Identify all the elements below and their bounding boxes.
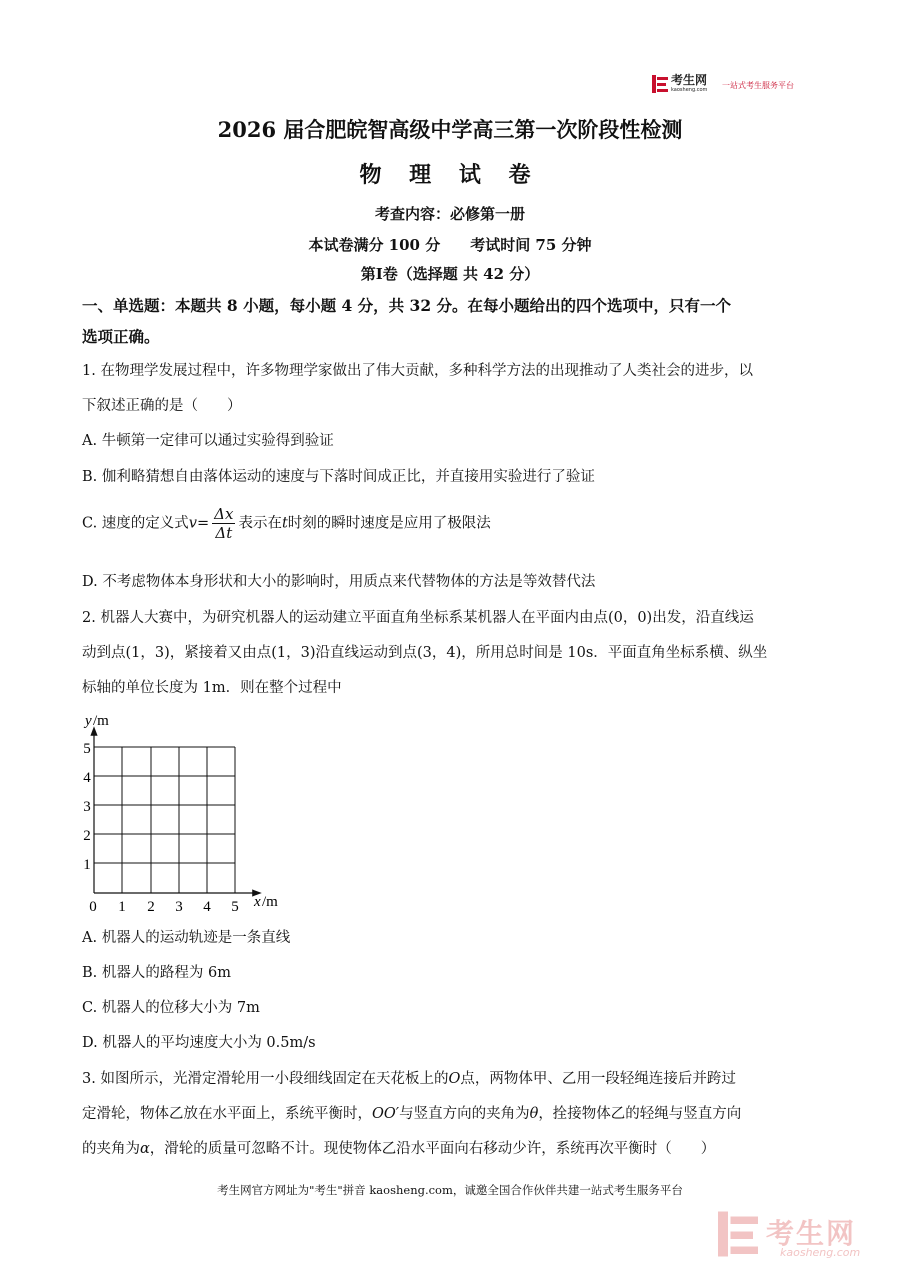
time-symbol: t	[281, 515, 288, 532]
oo-prime-symbol: OO′	[372, 1106, 400, 1122]
q3-line1-a: 3. 如图所示，光滑定滑轮用一小段细线固定在天花板上的	[82, 1071, 449, 1087]
x-tick-4: 4	[203, 899, 211, 915]
fraction-denominator: Δt	[215, 524, 233, 542]
q1-option-c	[82, 505, 822, 542]
y-tick-4: 4	[83, 770, 91, 786]
q3-line3-b: ，滑轮的质量可忽略不计。现使物体乙沿水平面向右移动少许，系统再次平衡时（ ）	[149, 1141, 716, 1157]
section-heading-line2: 选项正确。	[82, 327, 160, 346]
equals-sign: =	[197, 515, 210, 532]
q3-stem-line1	[82, 1067, 822, 1088]
x-tick-labels	[89, 899, 239, 915]
q2-stem-line2: 动到点(1，3)，紧接着又由点(1，3)沿直线运动到点(3，4)，所用总时间是 10s．平面直角坐标系横、纵坐	[82, 645, 768, 661]
watermark-logo-icon	[718, 1210, 758, 1258]
x-tick-5: 5	[231, 899, 239, 915]
header-logo[interactable]	[652, 74, 822, 96]
q3-line2-a: 定滑轮，物体乙放在水平面上，系统平衡时，	[82, 1106, 372, 1122]
exam-title: 2026 届合肥皖智高级中学高三第一次阶段性检测	[217, 117, 683, 142]
watermark	[718, 1210, 888, 1260]
point-o-symbol: O	[448, 1071, 461, 1087]
q3-stem-line3	[82, 1137, 822, 1158]
theta-symbol: θ	[529, 1106, 539, 1122]
q3-stem-line2	[82, 1102, 822, 1123]
y-axis-var: y	[85, 713, 92, 729]
q2-stem-line3: 标轴的单位长度为 1m．则在整个过程中	[82, 680, 342, 696]
q1-option-c-suffix: 时刻的瞬时速度是应用了极限法	[287, 515, 491, 532]
logo-name: 考生网	[671, 73, 708, 87]
x-tick-3: 3	[175, 899, 183, 915]
y-axis-unit: /m	[93, 713, 109, 729]
q2-option-a: A. 机器人的运动轨迹是一条直线	[82, 930, 291, 946]
q1-stem-line2: 下叙述正确的是（ ）	[82, 398, 242, 414]
kaosheng-logo-icon	[652, 75, 668, 93]
x-axis-unit: /m	[262, 894, 278, 910]
q1-option-a: A. 牛顿第一定律可以通过实验得到验证	[82, 433, 334, 449]
q2-option-b: B. 机器人的路程为 6m	[82, 965, 231, 981]
velocity-fraction	[212, 505, 235, 542]
y-tick-3: 3	[83, 799, 91, 815]
q3-line2-c: ，拴接物体乙的轻绳与竖直方向	[538, 1106, 742, 1122]
logo-domain: kaosheng.com	[671, 87, 708, 93]
y-tick-2: 2	[83, 828, 91, 844]
watermark-domain: kaosheng.com	[780, 1246, 861, 1259]
x-axis-var: x	[254, 894, 261, 910]
q2-stem-line1: 2. 机器人大赛中，为研究机器人的运动建立平面直角坐标系某机器人在平面内由点(0，0)出发，沿直线运	[82, 610, 754, 626]
grid-svg	[82, 705, 282, 920]
subject-title: 物 理 试 卷	[359, 162, 541, 188]
y-tick-5: 5	[83, 741, 91, 757]
exam-scope: 考查内容：必修第一册	[374, 205, 525, 223]
velocity-symbol: v	[188, 515, 197, 532]
q2-option-c: C. 机器人的位移大小为 7m	[82, 1000, 260, 1016]
grid-lines	[94, 747, 235, 893]
q1-option-d: D. 不考虑物体本身形状和大小的影响时，用质点来代替物体的方法是等效替代法	[82, 574, 596, 590]
y-tick-1: 1	[83, 857, 91, 873]
alpha-symbol: α	[140, 1141, 150, 1157]
x-tick-2: 2	[147, 899, 155, 915]
watermark-text: 考生网	[766, 1217, 857, 1250]
q1-stem-line1: 1. 在物理学发展过程中，许多物理学家做出了伟大贡献，多种科学方法的出现推动了人类社会的进步，以	[82, 363, 753, 379]
coordinate-grid	[82, 705, 282, 920]
q3-line1-b: 点，两物体甲、乙用一段轻绳连接后并跨过	[460, 1071, 736, 1087]
logo-slogan: 一站式考生服务平台	[722, 81, 794, 90]
q3-line3-a: 的夹角为	[82, 1141, 140, 1157]
x-tick-0: 0	[89, 899, 97, 915]
q1-option-c-mid: 表示在	[238, 515, 282, 532]
part-title: 第Ⅰ卷（选择题 共 42 分）	[360, 265, 540, 283]
q3-line2-b: 与竖直方向的夹角为	[399, 1106, 530, 1122]
q1-option-c-prefix: C. 速度的定义式	[82, 515, 189, 532]
x-tick-1: 1	[118, 899, 126, 915]
section-heading-line1: 一、单选题：本题共 8 小题，每小题 4 分，共 32 分。在每小题给出的四个选项中，只有一个	[82, 296, 732, 315]
page-footer: 考生网官方网址为"考生"拼音 kaosheng.com，诚邀全国合作伙伴共建一站式考生服务平台	[217, 1183, 683, 1197]
score-time: 本试卷满分 100 分 考试时间 75 分钟	[308, 236, 592, 254]
q2-option-d: D. 机器人的平均速度大小为 0.5m/s	[82, 1035, 316, 1051]
fraction-numerator: Δx	[214, 505, 234, 523]
q1-option-b: B. 伽利略猜想自由落体运动的速度与下落时间成正比，并直接用实验进行了验证	[82, 469, 595, 485]
y-tick-labels	[83, 741, 91, 873]
